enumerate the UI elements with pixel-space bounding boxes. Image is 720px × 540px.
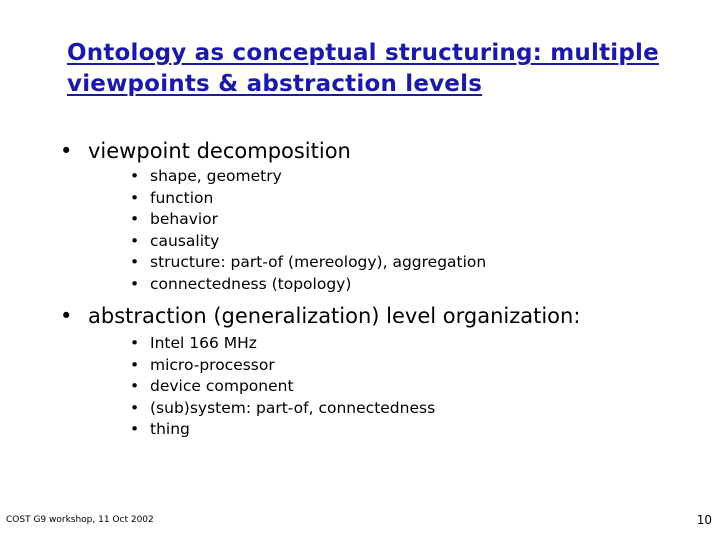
section-heading-label: viewpoint decomposition bbox=[88, 139, 351, 163]
list-item-label: device component bbox=[150, 377, 294, 396]
list-item bbox=[130, 398, 435, 420]
bullet-icon: • bbox=[130, 377, 140, 396]
list-item bbox=[130, 166, 486, 188]
list-item-label: micro-processor bbox=[150, 355, 275, 374]
bullet-icon: • bbox=[130, 167, 140, 185]
list-item-label: causality bbox=[150, 231, 220, 250]
list-item-label: shape, geometry bbox=[150, 167, 282, 185]
footer-event-label: COST G9 workshop, 11 Oct 2002 bbox=[6, 515, 154, 525]
bullet-icon: • bbox=[60, 304, 73, 328]
list-item bbox=[130, 188, 486, 210]
page-number: 10 bbox=[696, 513, 712, 527]
list-item-label: connectedness (topology) bbox=[150, 274, 352, 293]
bullet-icon: • bbox=[130, 355, 140, 374]
bullet-icon: • bbox=[130, 210, 140, 229]
list-item bbox=[130, 231, 486, 253]
list-item bbox=[130, 419, 435, 441]
slide-title bbox=[67, 38, 707, 100]
list-item bbox=[130, 333, 435, 355]
list-item bbox=[130, 274, 486, 296]
bullet-icon: • bbox=[130, 231, 140, 250]
list-item-label: structure: part-of (mereology), aggregation bbox=[150, 253, 487, 272]
bullet-icon: • bbox=[130, 274, 140, 293]
section-heading-label: abstraction (generalization) level organization: bbox=[88, 304, 581, 328]
list-item bbox=[130, 376, 435, 398]
bullet-icon: • bbox=[130, 334, 140, 352]
bullet-icon: • bbox=[60, 139, 73, 163]
title-line-2: viewpoints & abstraction levels bbox=[67, 71, 483, 97]
list-item-label: function bbox=[150, 188, 214, 207]
abstraction-list bbox=[130, 333, 435, 441]
bullet-icon: • bbox=[130, 188, 140, 207]
section-heading-abstraction bbox=[60, 303, 580, 329]
bullet-icon: • bbox=[130, 253, 140, 272]
list-item-label: thing bbox=[150, 420, 190, 439]
list-item-label: Intel 166 MHz bbox=[150, 334, 257, 352]
list-item bbox=[130, 355, 435, 377]
bullet-icon: • bbox=[130, 398, 140, 417]
list-item bbox=[130, 209, 486, 231]
list-item bbox=[130, 252, 486, 274]
section-heading-viewpoint bbox=[60, 138, 351, 164]
list-item-label: (sub)system: part-of, connectedness bbox=[150, 398, 436, 417]
bullet-icon: • bbox=[130, 420, 140, 439]
title-line-1: Ontology as conceptual structuring: multiple bbox=[67, 40, 659, 66]
viewpoint-list bbox=[130, 166, 486, 296]
list-item-label: behavior bbox=[150, 210, 219, 229]
